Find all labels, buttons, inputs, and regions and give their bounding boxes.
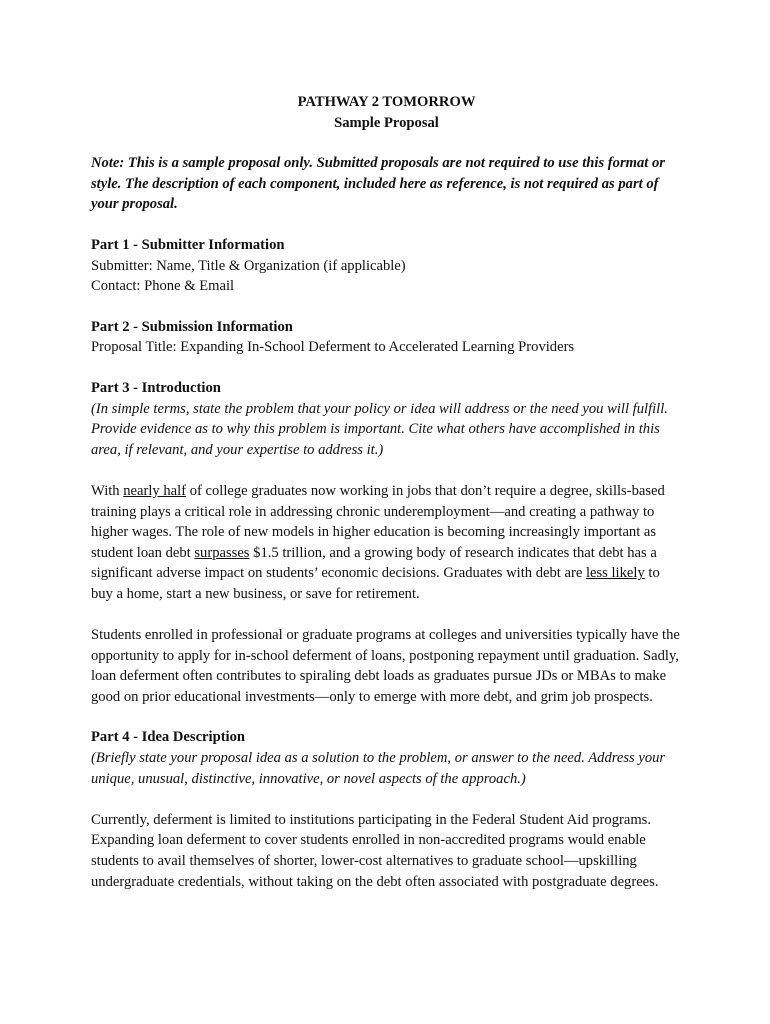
submitter-line: Submitter: Name, Title & Organization (if applicable) xyxy=(91,257,406,274)
part3-section xyxy=(91,378,682,708)
text-run: $1.5 trillion, and a growing body of research indicates that debt has a significant adverse impact on students’ economic decisions. Graduates with debt are xyxy=(91,544,657,582)
part4-heading: Part 4 - Idea Description xyxy=(91,729,246,746)
contact-line: Contact: Phone & Email xyxy=(91,278,235,295)
document-subtitle: Sample Proposal xyxy=(334,114,439,131)
part4-section xyxy=(91,727,682,892)
text-run: With xyxy=(91,482,124,499)
part4-paragraph-1: Currently, deferment is limited to institutions participating in the Federal Student Aid programs. Expanding loan deferment to cover students enrolled in non-accredited programs would enable students to avail themselves of shorter, lower-cost alternatives to graduate school—upskilling undergraduate credentials, without taking on the debt often associated with postgraduate degrees. xyxy=(91,811,659,890)
part2-section xyxy=(91,317,682,358)
surpasses-link[interactable]: surpasses xyxy=(194,544,250,561)
part1-section xyxy=(91,235,682,297)
nearly-half-link[interactable]: nearly half xyxy=(123,482,187,499)
part4-description: (Briefly state your proposal idea as a solution to the problem, or answer to the need. Address your unique, unusual, distinctive, innovative, or novel aspects of the approach.) xyxy=(91,750,666,787)
proposal-title-line: Proposal Title: Expanding In-School Deferment to Accelerated Learning Providers xyxy=(91,339,575,356)
text-run: of college graduates now working in jobs that don’t require a degree, skills-based training plays a critical role in addressing chronic underemployment—and creating a pathway to higher wages. The role of new models in higher education is becoming increasingly important as student loan debt xyxy=(91,482,665,561)
text-run: to buy a home, start a new business, or save for retirement. xyxy=(91,565,660,602)
part3-heading: Part 3 - Introduction xyxy=(91,379,221,396)
document-title: PATHWAY 2 TOMORROW xyxy=(297,94,476,110)
part3-description: (In simple terms, state the problem that your policy or idea will address or the need you will fulfill. Provide evidence as to why this problem is important. Cite what others have accomplished in this area, if relevant, and your expertise to address it.) xyxy=(91,400,668,458)
part2-heading: Part 2 - Submission Information xyxy=(91,318,293,335)
part1-heading: Part 1 - Submitter Information xyxy=(91,236,285,253)
part3-paragraph-2: Students enrolled in professional or graduate programs at colleges and universities typically have the opportunity to apply for in-school deferment of loans, postponing repayment until graduation. Sadly, loan deferment often contributes to spiraling debt loads as graduates pursue JDs or MBAs to make good on prior educational investments—only to emerge with more debt, and grim job prospects. xyxy=(91,627,680,705)
disclaimer-note: Note: This is a sample proposal only. Submitted proposals are not required to use this format or style. The description of each component, included here as reference, is not required as part of your proposal. xyxy=(91,155,665,213)
less-likely-link[interactable]: less likely xyxy=(585,565,645,582)
part3-paragraph-1 xyxy=(91,481,682,605)
